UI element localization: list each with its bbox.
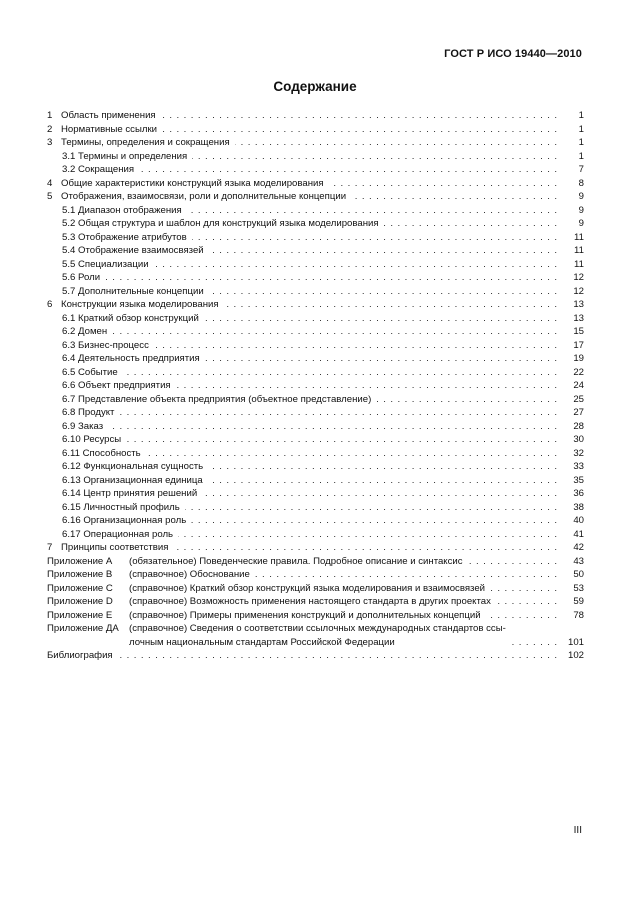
toc-leader-dots [123, 366, 558, 380]
standard-header: ГОСТ Р ИСО 19440—2010 [444, 48, 582, 60]
appendix-title: (справочное) Краткий обзор конструкций языка моделирования и взаимосвязей [129, 582, 486, 594]
appendix-page: 59 [573, 596, 584, 607]
toc-leader-dots [468, 555, 558, 569]
toc-leader-dots [376, 393, 558, 407]
toc-entry-title: 6.15 Личностный профиль [62, 501, 180, 513]
toc-entry-page: 8 [578, 177, 584, 189]
toc-leader-dots [496, 595, 558, 609]
toc-entry-page: 30 [573, 434, 584, 445]
toc-leader-dots [511, 636, 558, 650]
appendix-page: 43 [573, 555, 584, 567]
toc-leader-dots [490, 582, 558, 596]
toc-appendix-entry [47, 609, 584, 623]
toc-leader-dots [178, 528, 558, 542]
toc-entry-title: 6.10 Ресурсы [62, 434, 122, 445]
toc-entry-title: 6.16 Организационная роль [62, 515, 187, 526]
toc-entry-title: 6.13 Организационная единица [62, 474, 203, 486]
toc-entry [47, 433, 584, 447]
toc-entry-number: 1 [47, 110, 53, 121]
toc-entry-title: 6.11 Способность [62, 447, 141, 459]
toc-leader-dots [192, 150, 558, 164]
toc-leader-dots [208, 474, 558, 488]
toc-leader-dots [187, 204, 558, 218]
appendix-page: 78 [573, 609, 584, 621]
toc-entry [47, 217, 584, 231]
toc-entry-number: 5 [47, 191, 53, 202]
toc-leader-dots [185, 501, 558, 515]
toc-entry [47, 501, 584, 515]
appendix-name: Приложение В [47, 569, 113, 580]
toc-entry-page: 35 [573, 474, 584, 486]
toc-entry-page: 11 [574, 245, 584, 256]
toc-entry [47, 244, 584, 258]
toc-entry-title: 6.2 Домен [62, 326, 108, 337]
toc-entry-page: 12 [573, 285, 584, 297]
toc-entry [47, 393, 584, 407]
toc-entry-page: 13 [573, 299, 584, 310]
toc-entry-page: 19 [573, 353, 584, 364]
toc-leader-dots [208, 460, 558, 474]
toc-entry [47, 285, 584, 299]
toc-entry-title: 3.1 Термины и определения [62, 150, 188, 162]
appendix-title-line: (справочное) Сведения о соответствии ссылочных международных стандартов ссы- [129, 623, 506, 634]
toc-entry-page: 33 [573, 461, 584, 472]
toc-entry [47, 514, 584, 528]
toc-entry-page: 1 [578, 137, 584, 148]
toc-entry-title: 5.1 Диапазон отображения [62, 204, 182, 216]
toc-entry [47, 312, 584, 326]
appendix-page: 101 [567, 636, 584, 648]
toc-entry [47, 271, 584, 285]
toc-appendix-entry [47, 595, 584, 609]
toc-entry [47, 204, 584, 218]
toc-leader-dots [202, 487, 558, 501]
toc-entry-title: Термины, определения и сокращения [61, 137, 230, 148]
toc-entry-page: 15 [573, 326, 584, 337]
toc-entry-page: 7 [578, 164, 584, 175]
toc-entry [47, 366, 584, 380]
toc-entry [47, 379, 584, 393]
toc-leader-dots [224, 298, 558, 312]
appendix-page: 50 [573, 569, 584, 580]
toc-entry-page: 11 [574, 231, 584, 243]
toc-entry [47, 136, 584, 150]
appendix-title [129, 622, 506, 649]
toc-leader-dots [486, 609, 558, 623]
toc-entry-title: 6.17 Операционная роль [62, 528, 174, 540]
toc-entry-title: 6.8 Продукт [62, 407, 115, 418]
toc-entry-title: Конструкции языка моделирования [61, 299, 219, 310]
toc-entry [47, 150, 584, 164]
toc-entry-page: 24 [573, 380, 584, 391]
toc-leader-dots [162, 123, 558, 137]
toc-entry-number: 4 [47, 177, 53, 189]
toc-appendix-entry [47, 582, 584, 596]
toc-entry-title: 6.4 Деятельность предприятия [62, 353, 200, 364]
toc-leader-dots [255, 568, 558, 582]
toc-entry-page: 13 [573, 312, 584, 324]
toc-entry-page: 17 [573, 339, 584, 351]
toc-entry-title: 6.1 Краткий обзор конструкций [62, 312, 199, 324]
toc-entry [47, 406, 584, 420]
toc-entry [47, 339, 584, 353]
toc-entry-title: Принципы соответствия [61, 542, 169, 553]
toc-entry-title: 6.7 Представление объекта предприятия (объектное представление) [62, 393, 372, 405]
toc-entry [47, 177, 584, 191]
toc-entry-title: 6.12 Функциональная сущность [62, 461, 204, 472]
toc-entry-title: 5.2 Общая структура и шаблон для конструкций языка моделирования [62, 218, 379, 229]
toc-leader-dots [329, 177, 558, 191]
toc-entry [47, 460, 584, 474]
toc-entry-title: 5.4 Отображение взаимосвязей [62, 245, 204, 256]
toc-entry-page: 27 [573, 407, 584, 418]
toc-entry-title: 5.7 Дополнительные концепции [62, 285, 204, 297]
bibliography-title: Библиография [47, 650, 113, 661]
toc-leader-dots [176, 379, 558, 393]
appendix-title: (справочное) Возможность применения настоящего стандарта в других проектах [129, 596, 491, 607]
appendix-name: Приложение D [47, 596, 113, 607]
toc-entry-page: 1 [578, 123, 584, 135]
toc-entry [47, 487, 584, 501]
toc-leader-dots [204, 312, 558, 326]
toc-entry-title: 5.6 Роли [62, 272, 101, 283]
toc-leader-dots [126, 433, 558, 447]
appendix-name: Приложение С [47, 582, 113, 594]
toc-entry [47, 231, 584, 245]
toc-leader-dots [351, 190, 558, 204]
toc-leader-dots [209, 244, 558, 258]
toc-entry-title: 6.5 Событие [62, 366, 118, 378]
toc-entry-page: 9 [578, 204, 584, 216]
toc-leader-dots [108, 420, 558, 434]
appendix-title: (справочное) Примеры применения конструкций и дополнительных концепций [129, 609, 481, 621]
toc-entry [47, 298, 584, 312]
bibliography-page: 102 [567, 650, 584, 661]
toc-entry [47, 447, 584, 461]
toc-leader-dots [191, 514, 558, 528]
toc-entry-page: 22 [573, 366, 584, 378]
page-title: Содержание [273, 79, 357, 94]
toc-entry-title: 5.5 Специализации [62, 258, 149, 270]
toc-entry-title: 3.2 Сокращения [62, 164, 135, 175]
toc-entry-title: 6.6 Объект предприятия [62, 380, 171, 391]
toc-leader-dots [119, 406, 558, 420]
toc-entry [47, 325, 584, 339]
toc-entry-number: 3 [47, 137, 53, 148]
appendix-name: Приложение ДА [47, 623, 119, 634]
toc-entry-title: Область применения [61, 110, 156, 121]
toc-entry-page: 12 [573, 272, 584, 283]
toc-entry-page: 42 [573, 542, 584, 553]
toc-entry-page: 40 [573, 515, 584, 526]
toc-entry-page: 25 [573, 393, 584, 405]
toc-entry-page: 1 [578, 150, 584, 162]
toc-leader-dots [209, 285, 558, 299]
toc-leader-dots [384, 217, 558, 231]
toc-entry-page: 11 [574, 258, 584, 270]
toc-leader-dots [139, 163, 558, 177]
toc-entry-title: Нормативные ссылки [61, 123, 158, 135]
toc-entry-page: 9 [578, 218, 584, 229]
toc-entry-page: 1 [578, 110, 584, 121]
toc-entry-page: 28 [573, 420, 584, 432]
appendix-name: Приложение А [47, 555, 113, 567]
toc-entry-page: 32 [573, 447, 584, 459]
page-number: III [573, 825, 582, 836]
toc-entry-title: Отображения, взаимосвязи, роли и дополнительные концепции [61, 191, 347, 202]
appendix-title: (справочное) Обоснование [129, 569, 250, 580]
toc-appendix-entry [47, 555, 584, 569]
appendix-page: 53 [573, 582, 584, 594]
toc-entry [47, 109, 584, 123]
toc-entry-page: 36 [573, 488, 584, 499]
toc-entry-title: 6.14 Центр принятия решений [62, 488, 198, 499]
toc-leader-dots [161, 109, 558, 123]
toc-leader-dots [112, 325, 558, 339]
table-of-contents [47, 109, 584, 663]
toc-entry-page: 38 [573, 501, 584, 513]
toc-bibliography-entry [47, 649, 584, 663]
toc-leader-dots [154, 258, 558, 272]
toc-leader-dots [192, 231, 558, 245]
toc-entry [47, 123, 584, 137]
toc-leader-dots [235, 136, 558, 150]
toc-entry-title: 6.3 Бизнес-процесс [62, 339, 149, 351]
toc-entry [47, 352, 584, 366]
toc-entry-number: 7 [47, 542, 53, 553]
toc-entry-title: Общие характеристики конструкций языка моделирования [61, 177, 324, 189]
toc-entry-number: 2 [47, 123, 53, 135]
appendix-title: (обязательное) Поведенческие правила. Подробное описание и синтаксис [129, 555, 463, 567]
toc-entry-number: 6 [47, 299, 53, 310]
toc-entry [47, 258, 584, 272]
toc-entry-page: 41 [573, 528, 584, 540]
toc-appendix-entry [47, 622, 584, 649]
toc-entry [47, 474, 584, 488]
toc-leader-dots [105, 271, 558, 285]
toc-entry-title: 6.9 Заказ [62, 420, 104, 432]
toc-entry [47, 190, 584, 204]
toc-entry [47, 420, 584, 434]
toc-leader-dots [118, 649, 558, 663]
toc-leader-dots [154, 339, 558, 353]
toc-entry-page: 9 [578, 191, 584, 202]
appendix-name: Приложение Е [47, 609, 113, 621]
toc-appendix-entry [47, 568, 584, 582]
toc-entry-title: 5.3 Отображение атрибутов [62, 231, 187, 243]
toc-leader-dots [205, 352, 558, 366]
toc-entry [47, 541, 584, 555]
toc-leader-dots [146, 447, 558, 461]
toc-leader-dots [173, 541, 558, 555]
toc-entry [47, 163, 584, 177]
toc-entry [47, 528, 584, 542]
appendix-title-line: лочным национальным стандартам Российской Федерации [129, 636, 395, 648]
